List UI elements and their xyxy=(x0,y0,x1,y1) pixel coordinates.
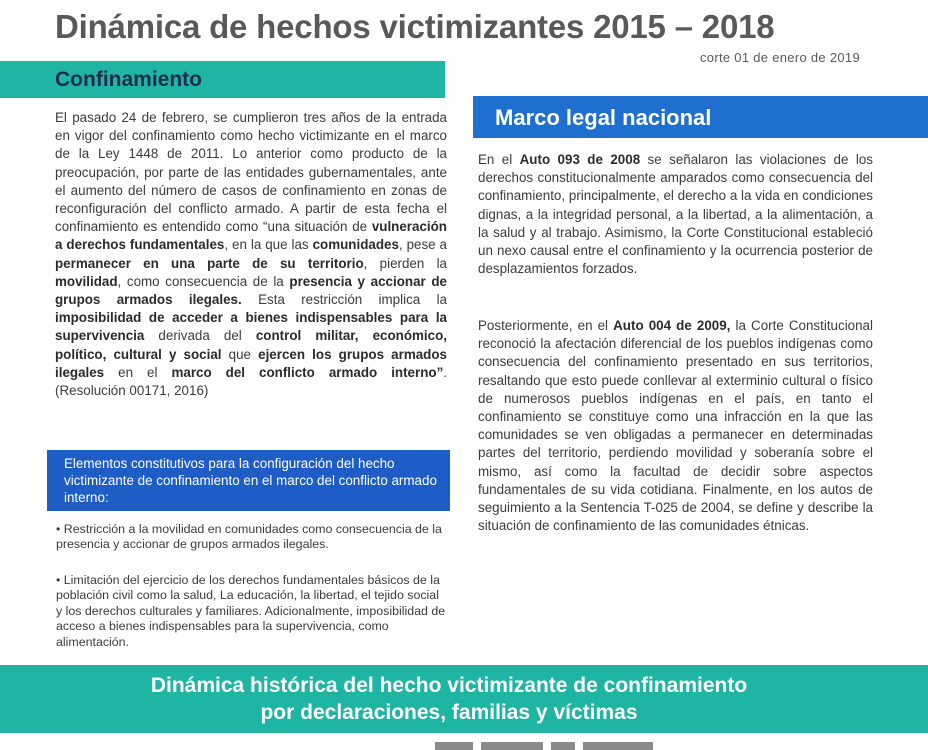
banner-title-line-1: Dinámica histórica del hecho victimizante de confinamiento xyxy=(150,674,748,697)
elementos-constitutivos-box: Elementos constitutivos para la configuración del hecho victimizante de confinamiento en el marco del conflicto armado interno: xyxy=(47,450,450,511)
bold-text-run: permanecer en una parte de su territorio xyxy=(55,255,364,271)
text-run: En el xyxy=(478,152,520,167)
bullet-item: • Limitación del ejercicio de los derechos fundamentales básicos de la población civil como la salud, La educación, la libertad, el tejido social y los derechos culturales y familiares. Adicionalmente, imposibilidad de acceso a bienes indispensables para la supervivencia, como alimentación. xyxy=(56,573,446,649)
text-run: la Corte Constitucional reconoció la afectación diferencial de los pueblos indígenas como consecuencia del confinamiento presentado en sus territorios, resaltando que esto puede conllevar al exterminio cultural o físico de numerosos pueblos indígenas en el país, en tanto el confinamiento se constituye como una infracción en la que las comunidades se ven obligadas a permanecer en determinadas partes del territorio, perdiendo movilidad y soberanía sobre el mismo, así como la facultad de decidir sobre aspectos fundamentales de su vida cotidiana. Finalmente, en los autos de seguimiento a la Sentencia T-025 de 2004, se define y describe la situación de confinamiento de las comunidades étnicas. xyxy=(478,318,873,534)
text-run: Posteriormente, en el xyxy=(478,318,614,333)
bold-text-run: Auto 093 de 2008 xyxy=(519,152,641,167)
text-run: que xyxy=(221,346,259,362)
marco-legal-paragraph-2 xyxy=(478,317,873,535)
text-run: , pese a xyxy=(398,237,447,253)
text-run: , como consecuencia de la xyxy=(117,273,290,289)
text-run: , pierden la xyxy=(363,255,447,271)
text-run: El pasado 24 de febrero, se cumplieron tres años de la entrada en vigor del confinamiento como hecho victimizante en el marco de la Ley 1448 de 2011. Lo anterior como producto de la preocupación, por parte de las entidades gubernamentales, ante el aumento del número de casos de confinamiento en zonas de reconfiguración del conflicto armado. A partir de esta fecha el confinamiento es entendido como “una situación de xyxy=(55,110,447,235)
confinamiento-paragraph xyxy=(55,109,447,400)
text-run: , en la que las xyxy=(224,237,313,253)
marco-legal-paragraph-1 xyxy=(478,151,873,278)
cut-off-text-fragment xyxy=(435,742,735,750)
text-run: se señalaron las violaciones de los derechos constitucionalmente amparados como consecuencia del confinamiento, principalmente, el derecho a la vida en condiciones dignas, a la integridad personal, a la libertad, a la alimentación, a la salud y al trabajo. Asimismo, la Corte Constitucional estableció un nexo causal entre el confinamiento y la ocurrencia posterior de desplazamientos forzados. xyxy=(478,152,873,277)
bold-text-run: comunidades xyxy=(312,237,399,253)
cutoff-date: corte 01 de enero de 2019 xyxy=(699,50,860,65)
confinamiento-section-header xyxy=(0,61,445,98)
bold-text-run: Auto 004 de 2009, xyxy=(613,318,731,333)
text-run: Esta restricción implica la xyxy=(241,292,447,308)
bold-text-run: ejercen los grupos armados ilegales xyxy=(55,346,447,380)
bold-text-run: movilidad xyxy=(55,273,118,289)
marco-legal-section-header xyxy=(473,96,928,138)
text-run: en el xyxy=(104,364,172,380)
text-run: . (Resolución 00171, 2016) xyxy=(55,364,448,399)
bold-text-run: presencia y accionar de grupos armados ilegales. xyxy=(55,273,447,308)
bold-text-run: control militar, económico, político, cultural y social xyxy=(55,328,447,362)
bold-text-run: imposibilidad de acceder a bienes indispensables para la supervivencia xyxy=(55,310,447,344)
banner-title-line-2: por declaraciones, familias y víctimas xyxy=(260,701,638,724)
text-run: derivada del xyxy=(144,328,256,344)
bold-text-run: marco del conflicto armado interno” xyxy=(171,364,444,380)
marco-legal-section-title: Marco legal nacional xyxy=(495,105,712,130)
bullet-item: • Restricción a la movilidad en comunidades como consecuencia de la presencia y accionar de grupos armados ilegales. xyxy=(56,522,442,552)
bold-text-run: vulneración a derechos fundamentales xyxy=(55,219,447,253)
page-title: Dinámica de hechos victimizantes 2015 – 2018 xyxy=(55,8,775,45)
confinamiento-section-title: Confinamiento xyxy=(55,68,202,91)
dinamica-historica-banner xyxy=(0,665,928,733)
